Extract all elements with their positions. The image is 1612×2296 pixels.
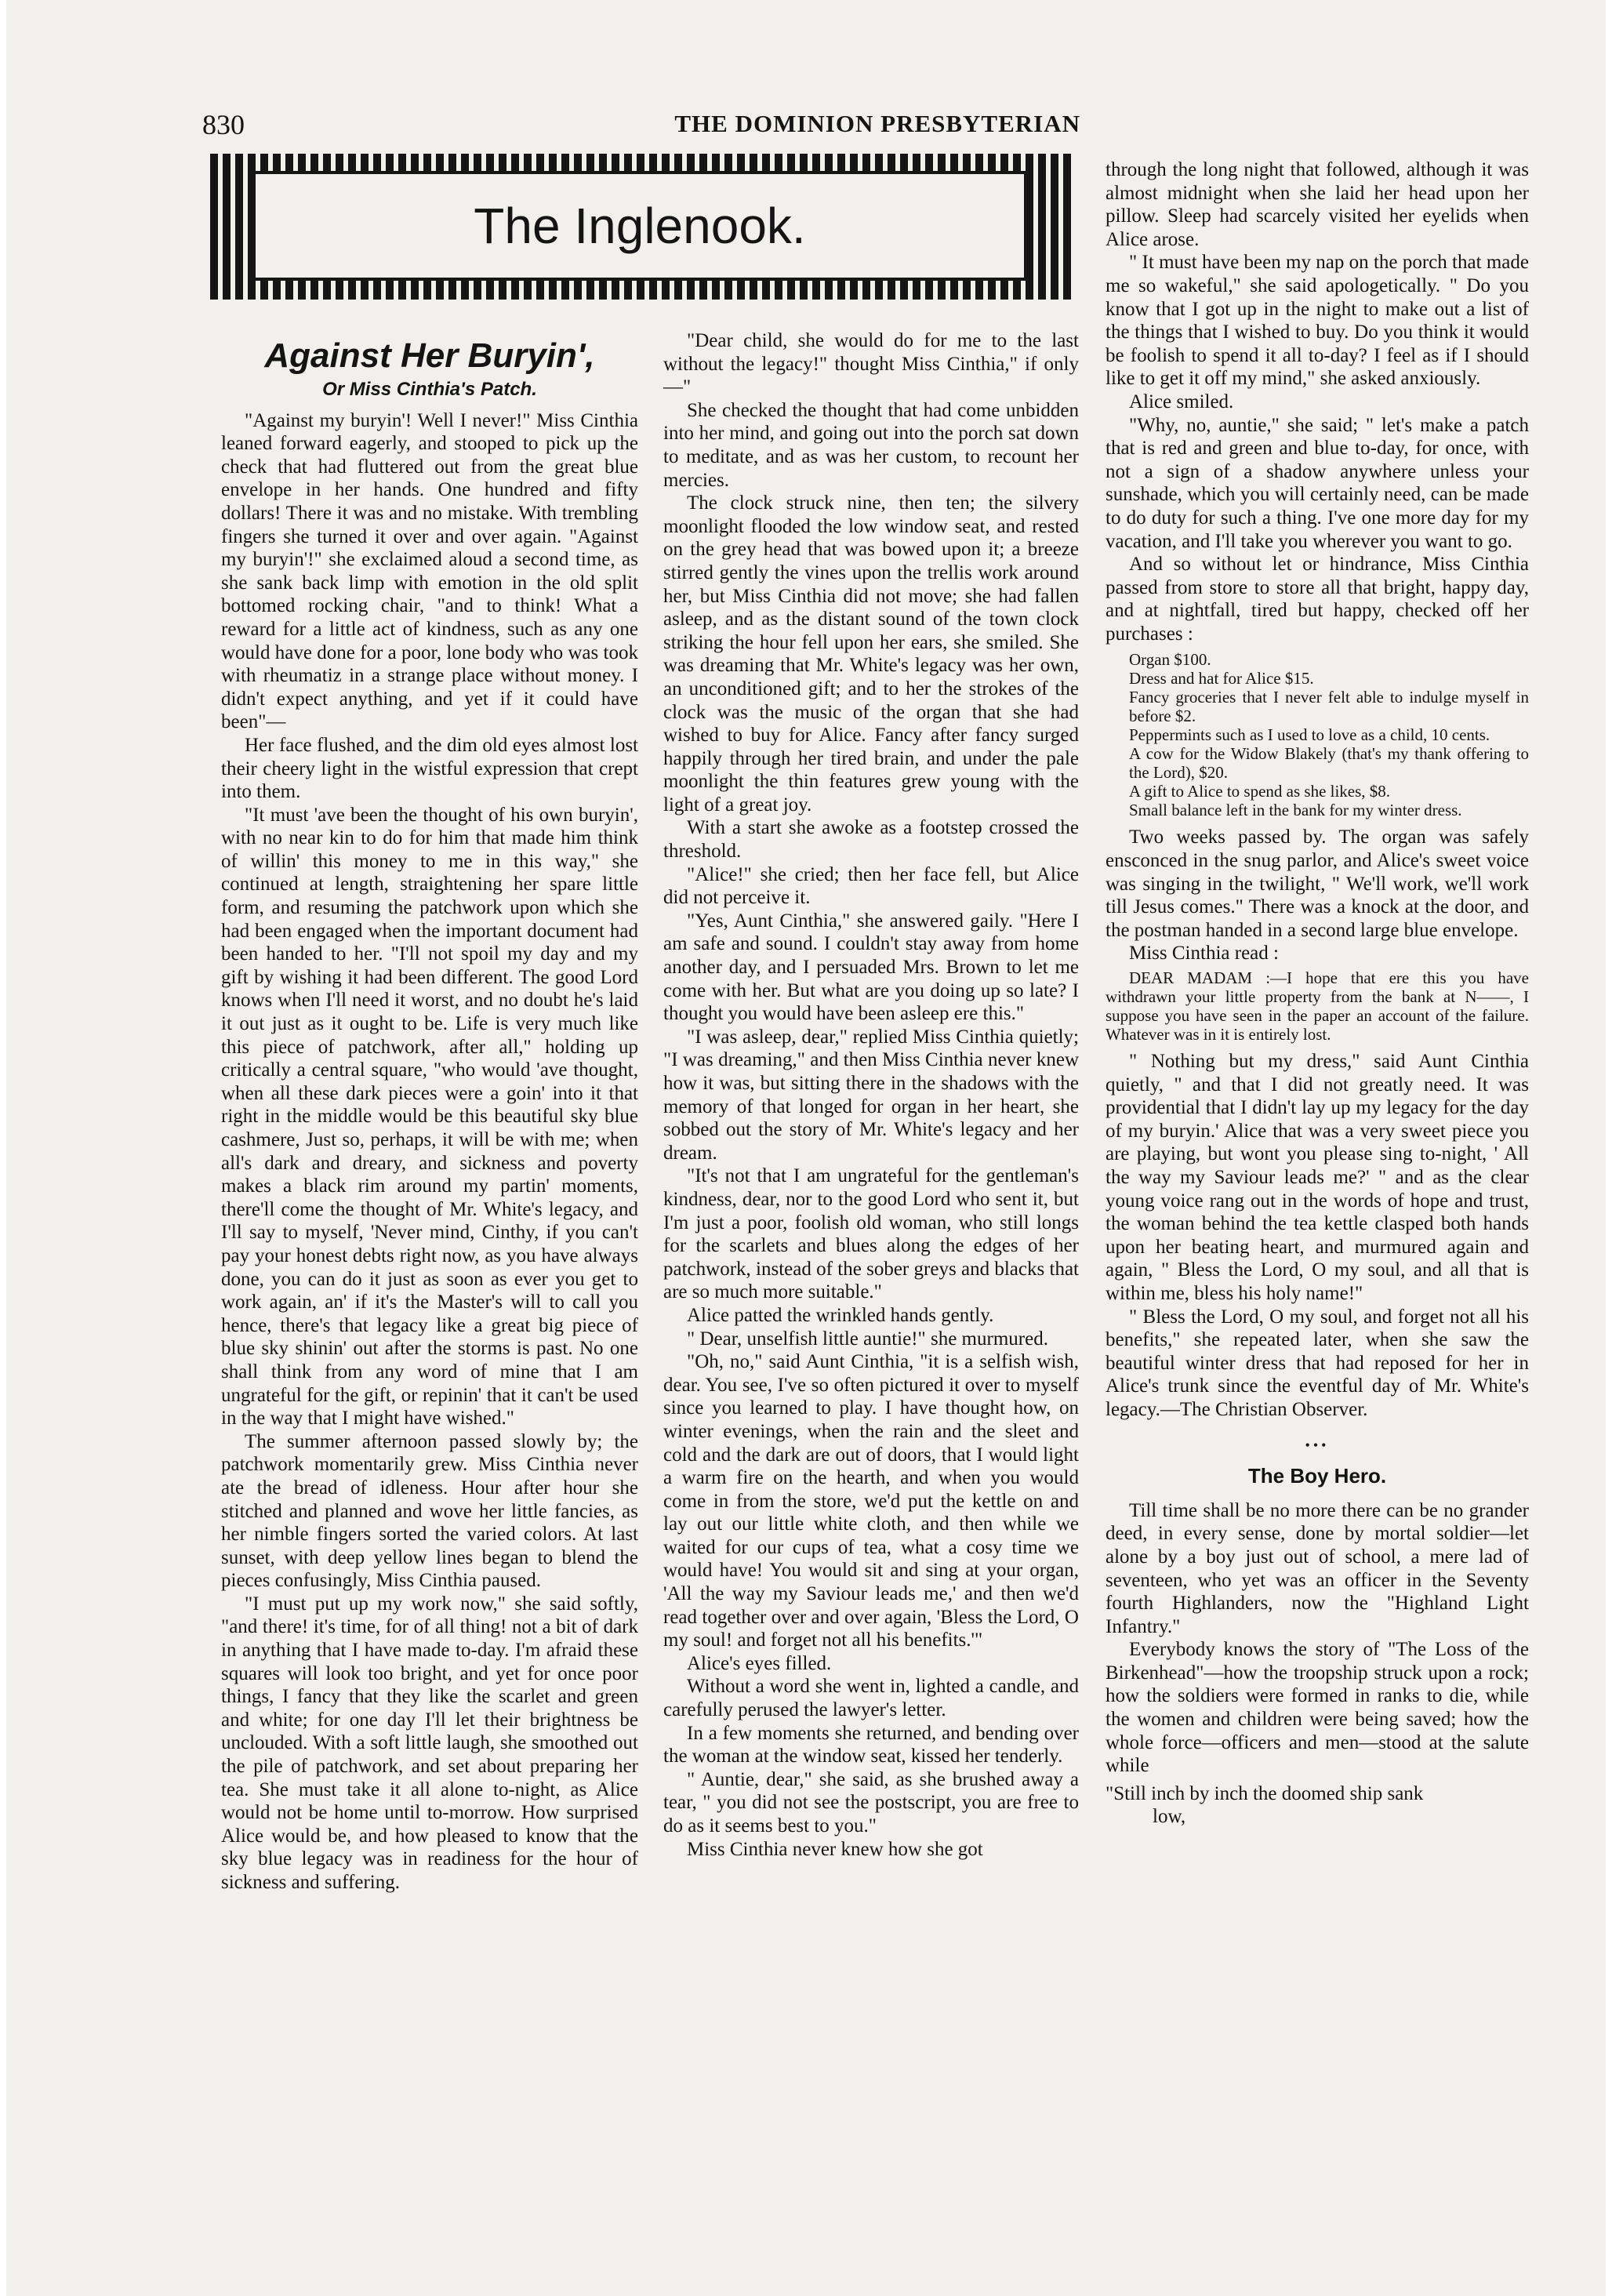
story-paragraph: Her face flushed, and the dim old eyes almost lost their cheery light in the wistful expression that crept into them.	[221, 734, 638, 803]
story-paragraph: "It must 'ave been the thought of his own buryin', with no near kin to do for him that made him think of willin' this money to me in this way," she continued at length, straightening her spare little form, and resuming the patchwork upon which she had been engaged when the important document had been handed to her. "I'll not spoil my day and my gift by wishing it had been different. The good Lord knows when I'll need it worst, and no doubt he's laid it out just as it ought to be. Life is very much like this piece of patchwork, after all," holding up critically a central square, "who would 'ave thought, when all these dark pieces were a goin' into it that right in the middle would be this beautiful sky blue cashmere, Just so, perhaps, it will be with me; when all's dark and dreary, and sickness and poverty makes a black rim around my partin' moments, there'll come the thought of Mr. White's legacy, and I'll say to myself, 'Never mind, Cinthy, if you can't pay your honest debts right now, as you have always done, you can do it just as soon as ever you get to work again, an' if it's the Master's will to call you hence, there's that legacy like a great big piece of blue sky shinin' out after the storms is past. No one shall think from any word of mine that I am ungrateful for the gift, or repinin' that it can't be used in the way that I might have wished."	[221, 804, 638, 1430]
story-paragraph: " Auntie, dear," she said, as she brushed away a tear, " you did not see the postscript, you are free to do as it seems best to you."	[663, 1768, 1079, 1836]
column-3	[1106, 158, 1529, 1829]
section-banner	[210, 154, 1073, 300]
story-paragraph: And so without let or hindrance, Miss Cinthia passed from store to store all that bright, happy day, and at nightfall, tired but happy, checked off her purchases :	[1106, 554, 1529, 645]
letter-text: DEAR MADAM :—I hope that ere this you have withdrawn your little property from the bank at N——, I suppose you have seen in the paper an account of the failure. Whatever was in it is entirely lost.	[1106, 968, 1529, 1044]
story-paragraph: "Oh, no," said Aunt Cinthia, "it is a selfish wish, dear. You see, I've so often pictured it over to myself since you learned to play. I have thought how, on winter evenings, when the rain and the sleet and cold and the dark are out of doors, that I would light a warm fire on the hearth, and when you would come in from the store, we'd put the kettle on and lay out our little white cloth, and then while we waited for our cups of tea, what a cosy time we would have! You would sit and sing at your organ, 'All the way my Saviour leads me,' and then we'd read together over and over again, 'Bless the Lord, O my soul! and forget not all his benefits.'"	[663, 1351, 1079, 1651]
story-title: Against Her Buryin',	[264, 336, 595, 375]
verse-quote	[1106, 1782, 1529, 1829]
boy-hero-paragraph: Till time shall be no more there can be no grander deed, in every sense, done by mortal soldier—let alone by a boy just out of school, a mere lad of seventeen, who yet was an officer in the Seventy fourth Highlanders, now the "Highland Light Infantry."	[1106, 1499, 1529, 1637]
purchase-list	[1106, 650, 1529, 819]
purchase-item: A gift to Alice to spend as she likes, $8.	[1129, 782, 1391, 801]
story-paragraph: "Yes, Aunt Cinthia," she answered gaily. "Here I am safe and sound. I couldn't stay away from home another day, and I persuaded Mrs. Brown to let me come with her. But what are you doing up so late? I thought you would have been asleep ere this."	[663, 910, 1079, 1025]
story-paragraph: "Dear child, she would do for me to the last without the legacy!" thought Miss Cinthia," if only—"	[663, 330, 1079, 398]
story-paragraph: " It must have been my nap on the porch that made me so wakeful," she said apologetically. " Do you know that I got up in the night to make out a list of the things that I wished to buy. Do you think it would be foolish to spend it all to-day? I feel as if I should like to get it off my mind," she asked anxiously.	[1106, 252, 1529, 390]
story-paragraph: " Bless the Lord, O my soul, and forget not all his benefits," she repeated later, when she saw the beautiful winter dress that had reposed for her in Alice's trunk since the eventful day of Mr. White's legacy.—The Christian Observer.	[1106, 1306, 1529, 1420]
story-paragraph: " Nothing but my dress," said Aunt Cinthia quietly, " and that I did not greatly need. It was providential that I didn't lay up my legacy for the day of my buryin.' Alice that was a very sweet piece you are playing, but wont you please sing to-night, ' All the way my Saviour leads me?' " and as the clear young voice rang out in the words of hope and trust, the woman behind the tea kettle clasped both hands upon her beating heart, and murmured again and again, " Bless the Lord, O my soul, and all that is within me, bless his holy name!"	[1106, 1051, 1529, 1304]
story-paragraph: "Against my buryin'! Well I never!" Miss Cinthia leaned forward eagerly, and stooped to pick up the check that had fluttered out from the great blue envelope in her hands. One hundred and fifty dollars! There it was and no mistake. With trembling fingers she turned it over and over again. "Against my buryin'!" she exclaimed aloud a second time, as she sank back limp with emotion in the old split bottomed rocking chair, "and to think! What a reward for a little act of kindness, such as any one would have done for a poor, lone body who was took with rheumatiz in a strange place without money. I didn't expect anything, and yet if it could have been"—	[221, 409, 638, 733]
story-paragraph: "Alice!" she cried; then her face fell, but Alice did not perceive it.	[663, 863, 1079, 909]
column-2	[663, 329, 1079, 1861]
story-paragraph: Two weeks passed by. The organ was safely ensconced in the snug parlor, and Alice's sweet voice was singing in the twilight, " We'll work, we'll work till Jesus comes." There was a knock at the door, and the postman handed in a second large blue envelope.	[1106, 826, 1529, 941]
story-paragraph: "I was asleep, dear," replied Miss Cinthia quietly; "I was dreaming," and then Miss Cinthia never knew how it was, but sitting there in the shadows with the memory of that longed for organ in her heart, she sobbed out the story of Mr. White's legacy and her dream.	[663, 1026, 1079, 1164]
story-subtitle: Or Miss Cinthia's Patch.	[322, 379, 537, 400]
purchase-item: Dress and hat for Alice $15.	[1129, 669, 1314, 688]
story-paragraph: With a start she awoke as a footstep crossed the threshold.	[663, 817, 1079, 863]
story-paragraph: In a few moments she returned, and bending over the woman at the window seat, kissed her tenderly.	[663, 1722, 1079, 1767]
story-paragraph: Without a word she went in, lighted a candle, and carefully perused the lawyer's letter.	[663, 1676, 1079, 1721]
banner-box	[252, 171, 1027, 281]
story-paragraph: The clock struck nine, then ten; the silvery moonlight flooded the low window seat, and rested on the grey head that was bowed upon it; a breeze stirred gently the vines upon the trellis work around her, but Miss Cinthia did not move; she had fallen asleep, and as the distant sound of the town clock striking the hour fell upon her ears, she smiled. She was dreaming that Mr. White's legacy was her own, an unconditioned gift; and to her the strokes of the clock was the music of the organ that she had wished to buy for Alice. Fancy after fancy surged happily through her tired brain, and under the pale moonlight the thin features grew young with the light of a great joy.	[663, 492, 1079, 816]
purchase-item: Peppermints such as I used to love as a child, 10 cents.	[1129, 725, 1490, 745]
boy-hero-title: The Boy Hero.	[1247, 1464, 1387, 1488]
story-paragraph: through the long night that followed, although it was almost midnight when she laid her head upon her pillow. Sleep had scarcely visited her eyelids when Alice arose.	[1106, 159, 1529, 250]
story-paragraph: " Dear, unselfish little auntie!" she murmured.	[687, 1328, 1048, 1350]
page-header	[202, 108, 1080, 140]
story-paragraph: Miss Cinthia never knew how she got	[687, 1838, 983, 1860]
story-paragraph: "Why, no, auntie," she said; " let's make a patch that is red and green and blue to-day, for once, with not a sign of a shadow anywhere unless your sunshade, which you will certainly need, can be made to do duty for such a thing. I've one more day for my vacation, and I'll take you wherever you want to go.	[1106, 414, 1529, 552]
story-paragraph: "It's not that I am ungrateful for the gentleman's kindness, dear, nor to the good Lord who sent it, but I'm just a poor, foolish old woman, who still longs for the scarlets and blues along the edges of her patchwork, instead of the sober greys and blacks that are so much more suitable."	[663, 1165, 1079, 1303]
purchase-item: Fancy groceries that I never felt able to indulge myself in before $2.	[1129, 688, 1529, 726]
boy-hero-paragraph: Everybody knows the story of "The Loss of the Birkenhead"—how the troopship struck upon a rock; how the soldiers were formed in ranks to die, while the women and children were being saved; how the whole force—officers and men—stood at the salute while	[1106, 1639, 1529, 1777]
section-title: The Inglenook.	[474, 198, 806, 254]
verse-line: "Still inch by inch the doomed ship sank	[1106, 1782, 1424, 1804]
story-paragraph: "I must put up my work now," she said softly, "and there! it's time, for of all thing! not a bit of dark in anything that I have made to-day. I'm afraid these squares will look too bright, and yet for once poor things, I fancy that they like the scarlet and green and white; for one day I'll let their brightness be unclouded. With a soft little laugh, she smoothed out the pile of patchwork, and set about preparing her tea. She must take it all alone to-night, as Alice would not be home until to-morrow. How surprised Alice would be, and how pleased to know that the sky blue legacy was in readiness for the hour of sickness and suffering.	[221, 1593, 638, 1893]
journal-title: THE DOMINION PRESBYTERIAN	[674, 110, 1080, 137]
story-paragraph: The summer afternoon passed slowly by; the patchwork momentarily grew. Miss Cinthia never ate the bread of idleness. Hour after hour she stitched and planned and wove her little fancies, as her nimble fingers sorted the varied colors. At last sunset, with deep yellow lines began to blend the pieces confusingly, Miss Cinthia paused.	[221, 1430, 638, 1592]
section-divider: •••	[1305, 1437, 1330, 1453]
story-paragraph: Alice patted the wrinkled hands gently.	[687, 1304, 994, 1326]
page-number: 830	[202, 109, 245, 140]
story-paragraph: She checked the thought that had come unbidden into her mind, and going out into the porch sat down to meditate, and as was her custom, to recount her mercies.	[663, 399, 1079, 491]
story-paragraph: Alice's eyes filled.	[687, 1652, 832, 1674]
column-1	[221, 329, 638, 1895]
purchase-item: Organ $100.	[1129, 650, 1211, 670]
story-paragraph: Alice smiled.	[1129, 391, 1234, 412]
purchase-item: A cow for the Widow Blakely (that's my thank offering to the Lord), $20.	[1129, 744, 1529, 783]
story-paragraph: Miss Cinthia read :	[1129, 943, 1279, 965]
purchase-item: Small balance left in the bank for my winter dress.	[1129, 801, 1462, 820]
verse-line: low,	[1153, 1806, 1186, 1828]
